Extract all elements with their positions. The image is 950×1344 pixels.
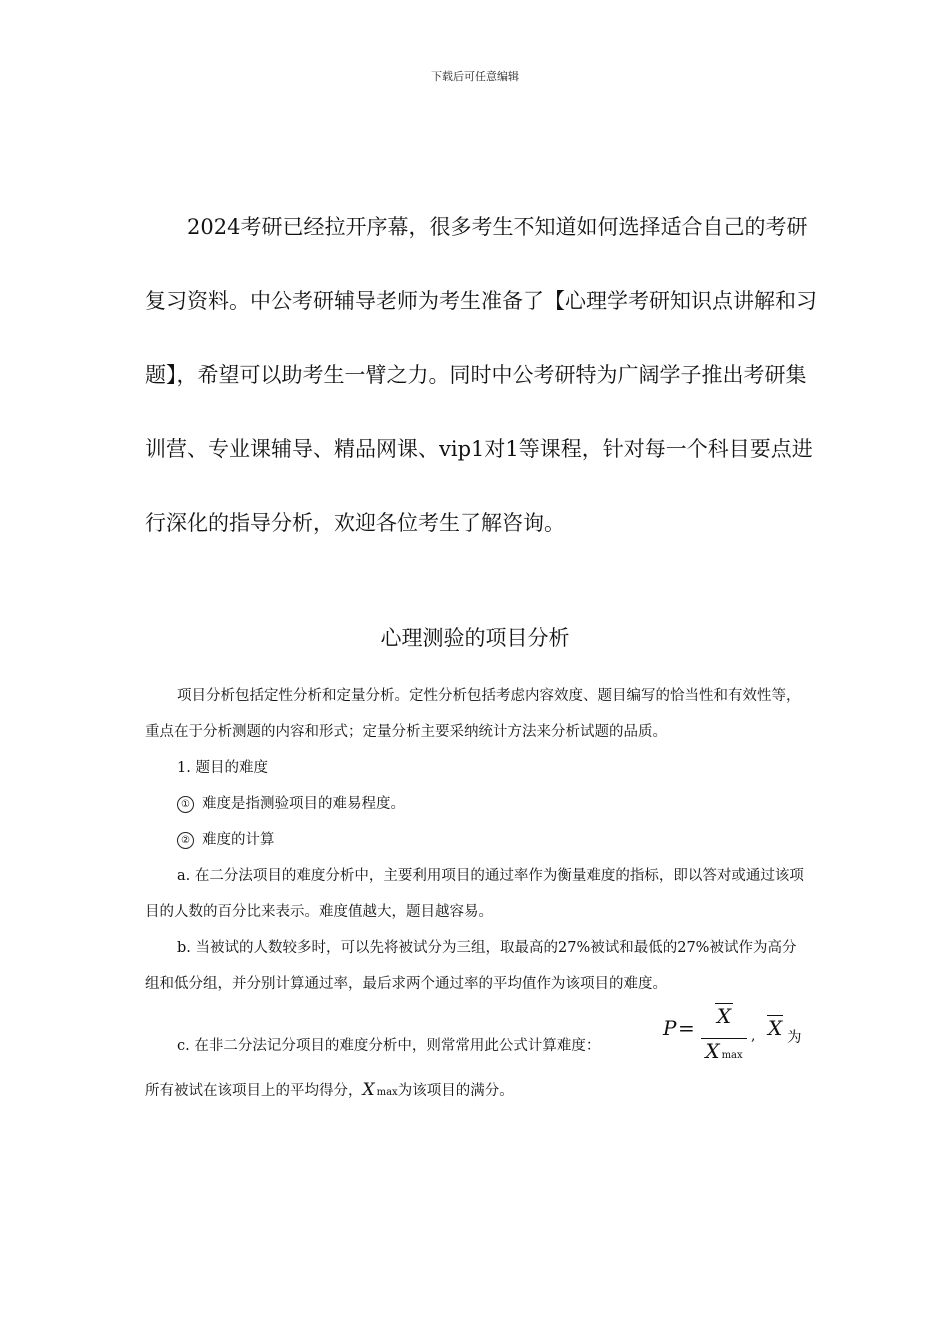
circled-number-1: ① <box>177 796 194 813</box>
formula-den-sub: max <box>721 1050 743 1061</box>
circled-number-2: ② <box>177 832 194 849</box>
section-body <box>145 678 805 1111</box>
list-item-definition <box>145 786 805 822</box>
heading-item-difficulty: 1. 题目的难度 <box>177 760 268 776</box>
formula-numerator-xbar: X <box>716 1004 732 1028</box>
intro-block <box>145 190 825 560</box>
formula-comma: , <box>751 1028 756 1044</box>
paragraph-c-continued <box>145 1072 805 1111</box>
formula-xbar <box>767 1010 783 1046</box>
section-title: 心理测验的项目分析 <box>380 626 570 650</box>
paragraph-b: b. 当被试的人数较多时，可以先将被试分为三组，取最高的27%被试和最低的27%被试作为高分组和低分组，并分别计算通过率，最后求两个通过率的平均值作为该项目的难度。 <box>145 940 797 992</box>
last-x-sub: max <box>376 1087 398 1098</box>
formula-fraction <box>701 998 747 1068</box>
intro-paragraph: 2024考研已经拉开序幕，很多考生不知道如何选择适合自己的考研复习资料。中公考研辅导老师为考生准备了【心理学考研知识点讲解和习题】，希望可以助考生一臂之力。同时中公考研特为广阔学子推出考研集训营、专业课辅导、精品网课、vip1对1等课程，针对每一个科目要点进行深化的指导分析，欢迎各位考生了解咨询。 <box>145 215 817 535</box>
paragraph-c <box>145 1002 805 1072</box>
list-item-calculation-text: 难度的计算 <box>202 832 275 848</box>
formula-den-x: X <box>705 1039 720 1063</box>
paragraph-c-text: c. 在非二分法记分项目的难度分析中，则常常用此公式计算难度： <box>177 1038 601 1054</box>
formula-p: P <box>663 1016 677 1040</box>
last-x: X <box>362 1080 375 1100</box>
page-header: 下载后可任意编辑 <box>431 70 519 83</box>
formula-equals: = <box>678 1016 695 1040</box>
formula-xbar-letter: X <box>768 1016 783 1040</box>
paragraph-item-analysis: 项目分析包括定性分析和定量分析。定性分析包括考虑内容效度、题目编写的恰当性和有效性等，重点在于分析测题的内容和形式；定量分析主要采纳统计方法来分析试题的品质。 <box>145 688 801 740</box>
formula-denominator <box>701 1039 747 1068</box>
paragraph-a: a. 在二分法项目的难度分析中，主要利用项目的通过率作为衡量难度的指标，即以答对或通过该项目的人数的百分比来表示。难度值越大，题目越容易。 <box>145 868 804 920</box>
formula-wei: 为 <box>787 1030 802 1046</box>
list-item-calculation <box>145 822 805 858</box>
last-pre-text: 所有被试在该项目上的平均得分， <box>145 1083 363 1099</box>
last-post-text: 为该项目的满分。 <box>397 1083 514 1099</box>
list-item-definition-text: 难度是指测验项目的难易程度。 <box>202 796 405 812</box>
